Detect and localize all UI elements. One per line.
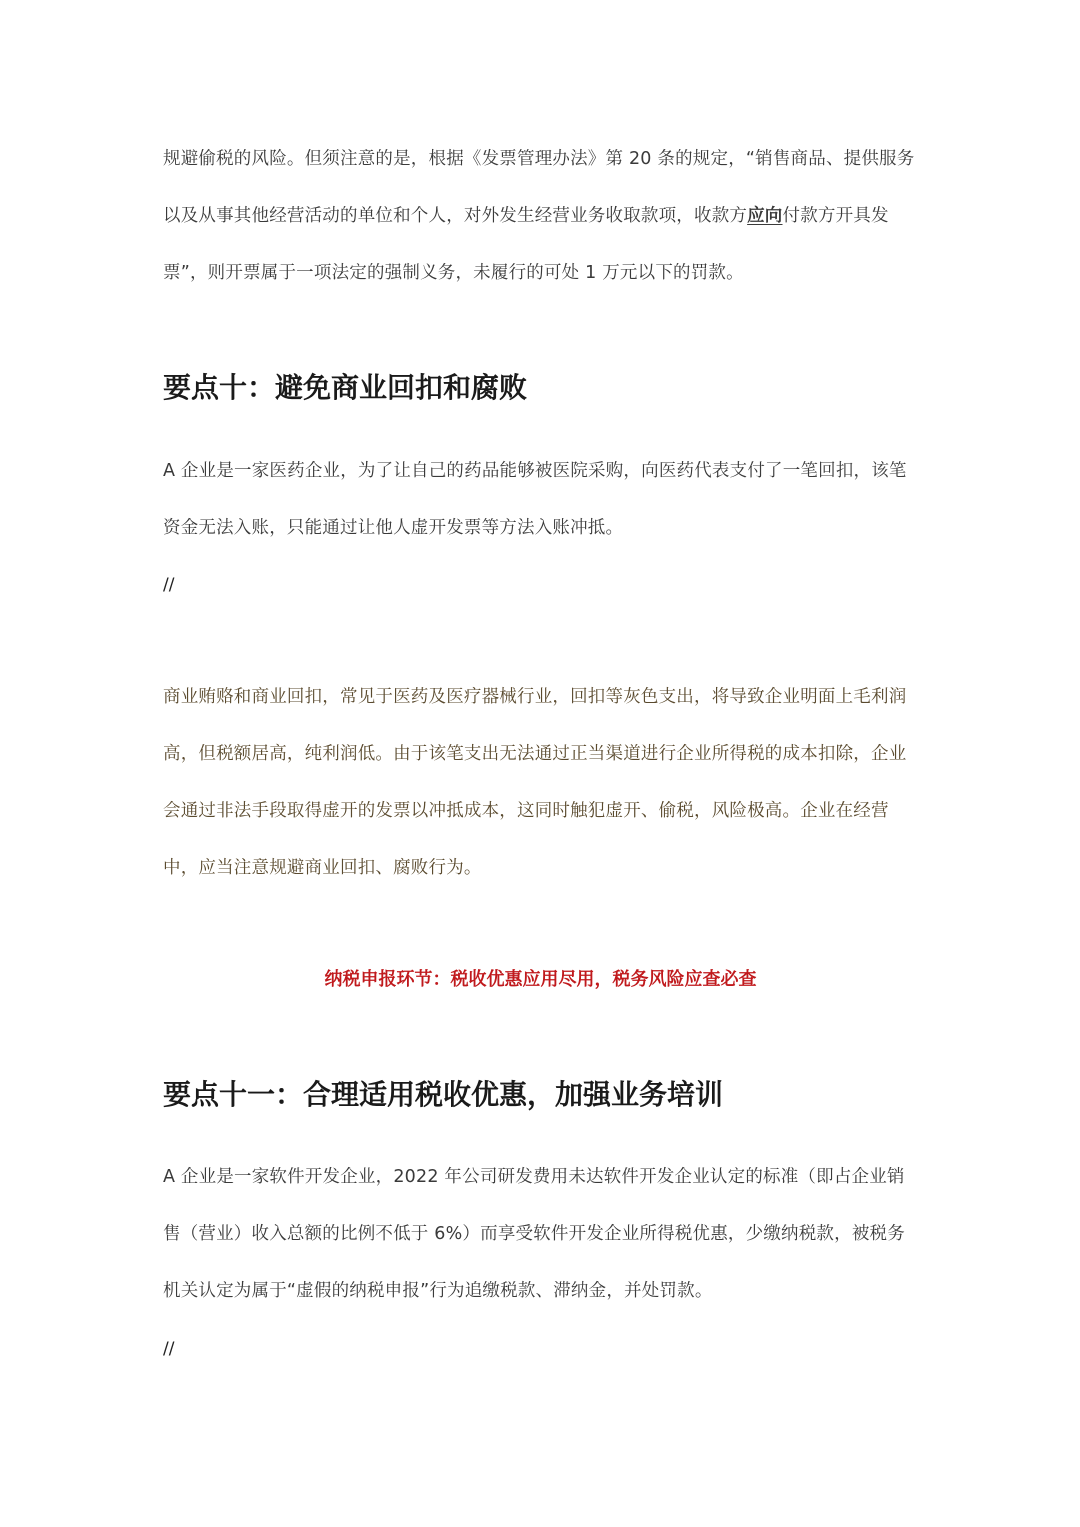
separator-1: // [163,575,175,595]
paragraph-case-11: A 企业是一家软件开发企业，2022 年公司研发费用未达软件开发企业认定的标准（即占企业销售（营业）收入总额的比例不低于 6%）而享受软件开发企业所得税优惠，少缴纳税款，被税务机关认定为属于“虚假的纳税申报”行为追缴税款、滞纳金，并处罚款。 [163,1167,905,1301]
paragraph-text-before: 规避偷税的风险。但须注意的是，根据《发票管理办法》第 20 条的规定，“销售商品、提供服务以及从事其他经营活动的单位和个人，对外发生经营业务收取款项，收款方 [163,149,915,226]
paragraph-text-after: 付款方开具发票”，则开票属于一项法定的强制义务，未履行的可处 1 万元以下的罚款。 [163,206,889,283]
emphasis-text: 应向 [747,206,783,226]
paragraph-case-10: A 企业是一家医药企业，为了让自己的药品能够被医院采购，向医药代表支付了一笔回扣，该笔资金无法入账，只能通过让他人虚开发票等方法入账冲抵。 [163,461,907,538]
section-title-tax-filing: 纳税申报环节：税收优惠应用尽用，税务风险应查必查 [324,969,757,990]
paragraph-analysis-10: 商业贿赂和商业回扣，常见于医药及医疗器械行业，回扣等灰色支出，将导致企业明面上毛利润高，但税额居高，纯利润低。由于该笔支出无法通过正当渠道进行企业所得税的成本扣除，企业会通过非法手段取得虚开的发票以冲抵成本，这同时触犯虚开、偷税，风险极高。企业在经营中，应当注意规避商业回扣、腐败行为。 [163,687,907,878]
separator-2: // [163,1339,175,1359]
heading-point-11: 要点十一：合理适用税收优惠，加强业务培训 [163,1078,724,1111]
paragraph-invoice-regulation [163,131,918,302]
document-page [163,0,918,1527]
heading-point-10: 要点十：避免商业回扣和腐败 [163,371,528,404]
